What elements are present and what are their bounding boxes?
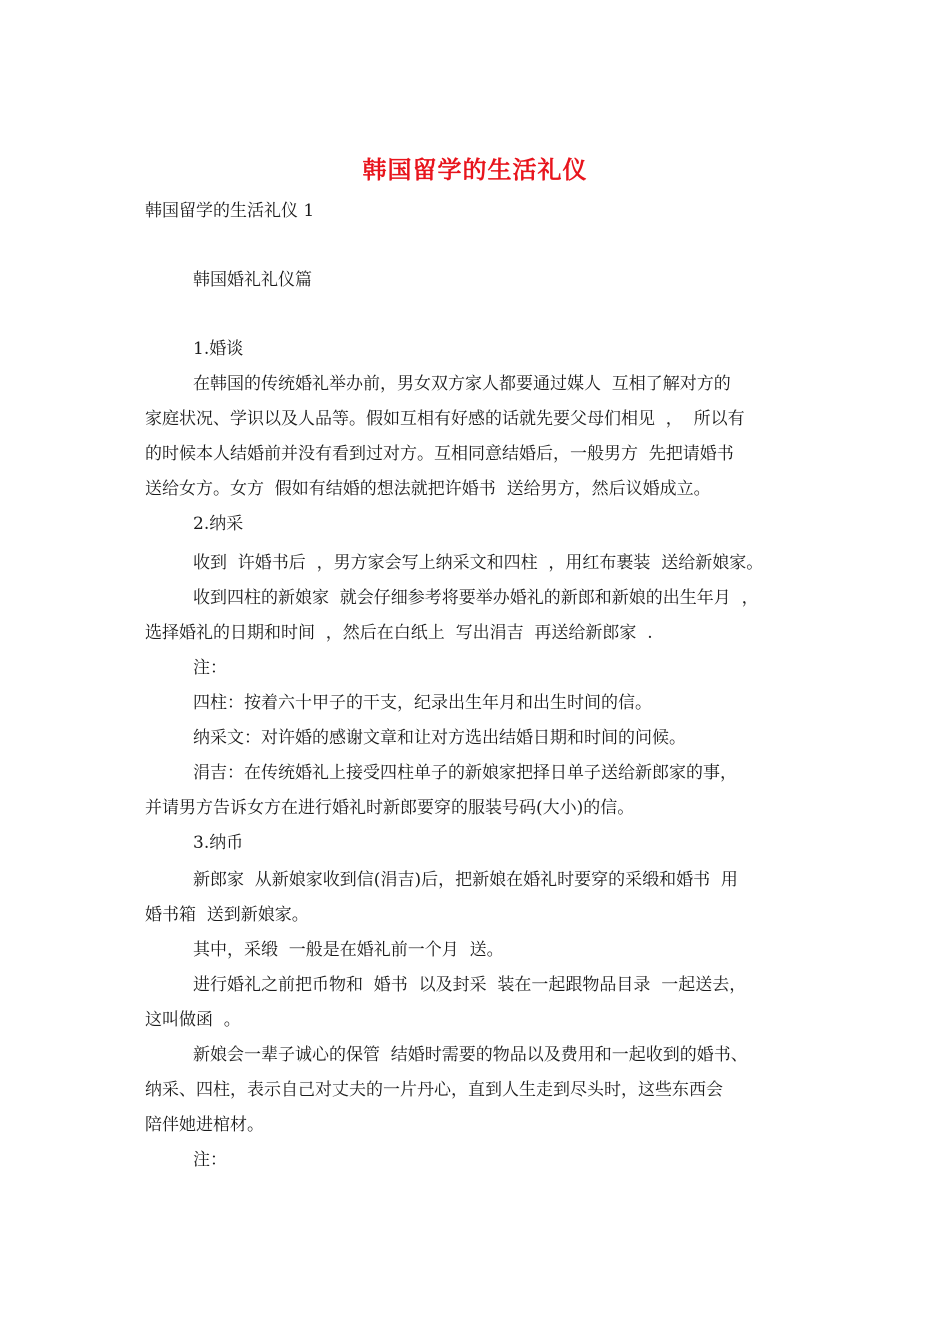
note-line: 涓吉：在传统婚礼上接受四柱单子的新娘家把择日单子送给新郎家的事，	[193, 763, 737, 783]
paragraph-line: 收到 许婚书后 ，男方家会写上纳采文和四柱 ，用红布裹装 送给新娘家。	[193, 553, 764, 573]
note-line: 纳采文：对许婚的感谢文章和让对方选出结婚日期和时间的问候。	[193, 728, 686, 748]
paragraph-line: 收到四柱的新娘家 就会仔细参考将要举办婚礼的新郎和新娘的出生年月 ，	[193, 588, 759, 608]
document-title: 韩国留学的生活礼仪	[362, 155, 588, 184]
paragraph-line: 这叫做函 。	[145, 1010, 241, 1030]
note-line: 四柱：按着六十甲子的干支，纪录出生年月和出生时间的信。	[193, 693, 652, 713]
paragraph-line: 家庭状况、学识以及人品等。假如互相有好感的话就先要父母们相见 ， 所以有	[145, 409, 745, 429]
paragraph-line: 的时候本人结婚前并没有看到过对方。互相同意结婚后，一般男方 先把请婚书	[145, 444, 734, 464]
paragraph-line: 陪伴她进棺材。	[145, 1115, 264, 1135]
note-heading: 注：	[193, 1150, 227, 1170]
section-heading: 韩国留学的生活礼仪 1	[145, 201, 315, 221]
note-heading: 注：	[193, 658, 227, 678]
paragraph-line: 新娘会一辈子诚心的保管 结婚时需要的物品以及费用和一起收到的婚书、	[193, 1045, 748, 1065]
subsection-heading: 韩国婚礼礼仪篇	[193, 270, 312, 290]
item-heading: 2.纳采	[193, 514, 244, 534]
paragraph-line: 进行婚礼之前把币物和 婚书 以及封采 装在一起跟物品目录 一起送去，	[193, 975, 747, 995]
paragraph-line: 纳采、四柱，表示自己对丈夫的一片丹心，直到人生走到尽头时，这些东西会	[145, 1080, 723, 1100]
paragraph-line: 新郎家 从新娘家收到信(涓吉)后，把新娘在婚礼时要穿的采缎和婚书 用	[193, 870, 738, 890]
item-heading: 1.婚谈	[193, 339, 244, 359]
note-line: 并请男方告诉女方在进行婚礼时新郎要穿的服装号码(大小)的信。	[145, 798, 635, 818]
paragraph-line: 在韩国的传统婚礼举办前，男女双方家人都要通过媒人 互相了解对方的	[193, 374, 731, 394]
paragraph-line: 送给女方。女方 假如有结婚的想法就把许婚书 送给男方，然后议婚成立。	[145, 479, 711, 499]
paragraph-line: 选择婚礼的日期和时间 ，然后在白纸上 写出涓吉 再送给新郎家 .	[145, 623, 653, 643]
item-heading: 3.纳币	[193, 833, 244, 853]
paragraph-line: 其中，采缎 一般是在婚礼前一个月 送。	[193, 940, 504, 960]
paragraph-line: 婚书箱 送到新娘家。	[145, 905, 309, 925]
